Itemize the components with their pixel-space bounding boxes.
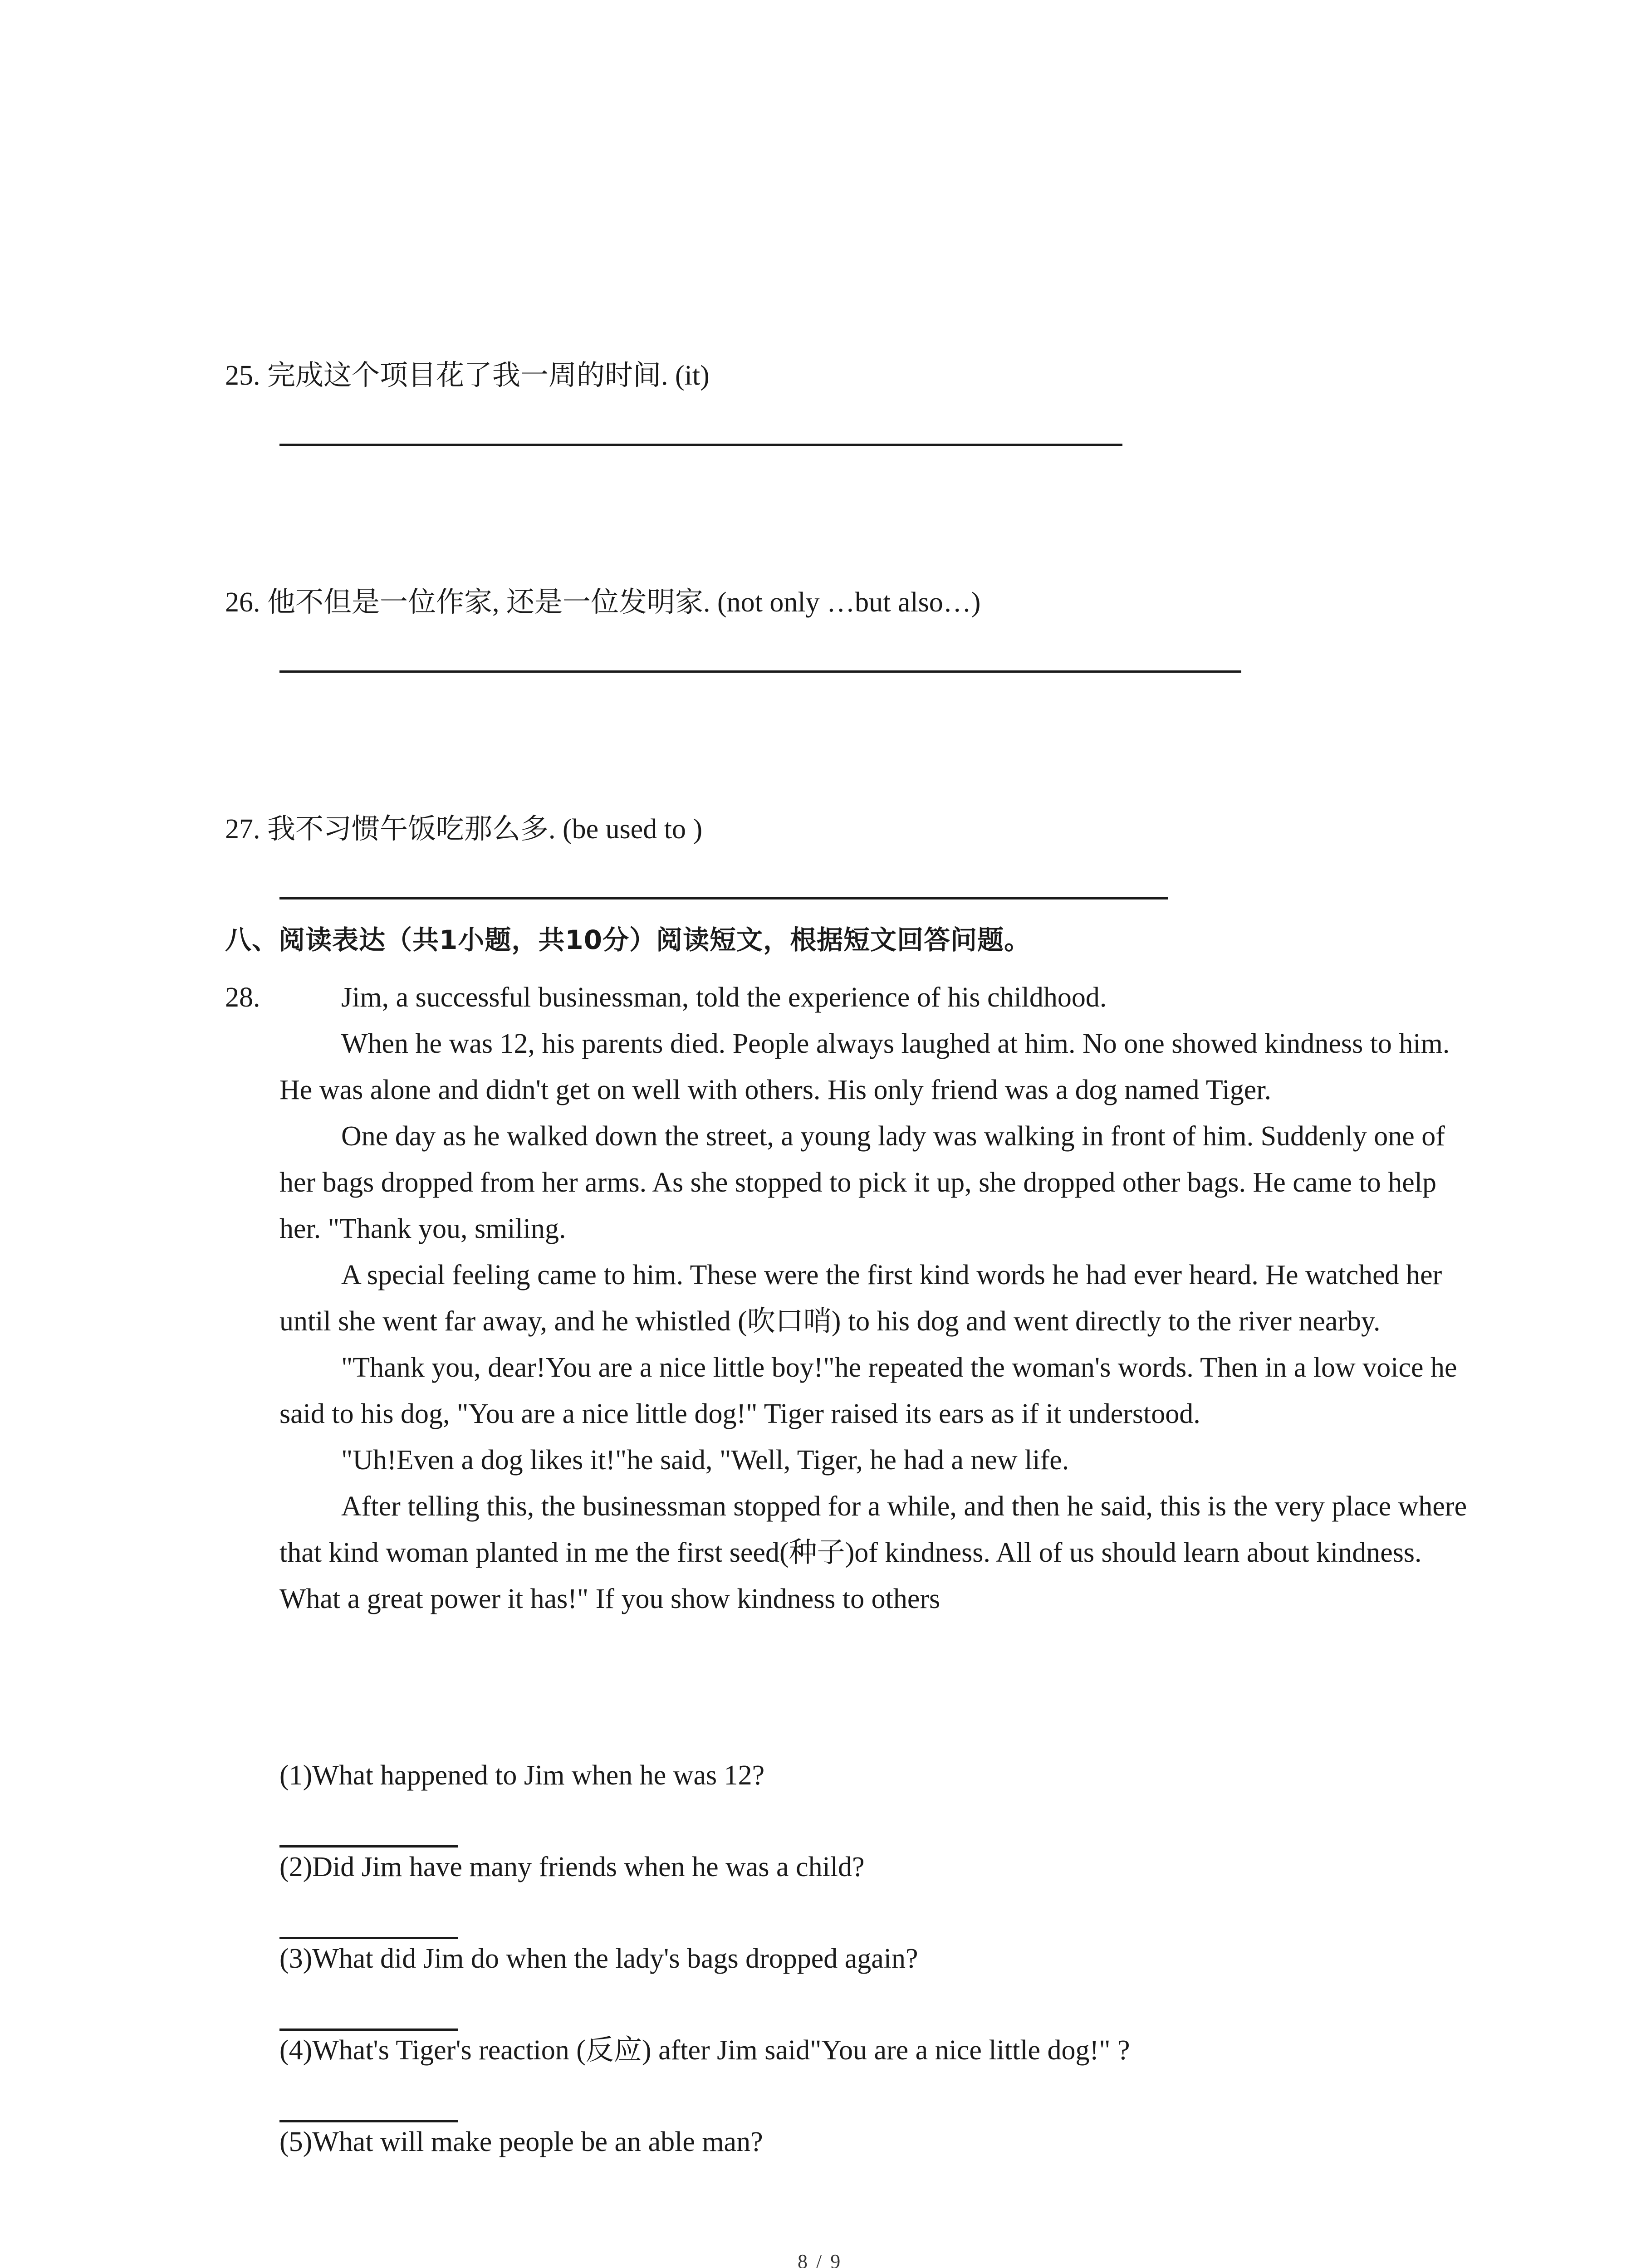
reading-passage [279, 974, 1468, 1622]
passage-paragraph: When he was 12, his parents died. People always laughed at him. No one showed kindness to him. He was alone and didn't get on well with others. His only friend was a dog named Tiger. [279, 1028, 1450, 1105]
section-title: 八、阅读表达（共1小题，共10分）阅读短文，根据短文回答问题。 [225, 924, 1031, 955]
sub-question-1: (1)What happened to Jim when he was 12? [279, 1760, 765, 1791]
passage-paragraph: Jim, a successful businessman, told the experience of his childhood. [341, 982, 1107, 1013]
answer-line-sub-4[interactable] [279, 2120, 458, 2122]
question-25: 25. 完成这个项目花了我一周的时间. (it) [225, 360, 710, 391]
question-28-number: 28. [225, 982, 260, 1013]
answer-line-26[interactable] [279, 670, 1241, 673]
answer-line-25[interactable] [279, 444, 1122, 446]
passage-paragraph: "Uh!Even a dog likes it!"he said, "Well, Tiger, he had a new life. [341, 1445, 1069, 1476]
sub-question-3: (3)What did Jim do when the lady's bags dropped again? [279, 1943, 918, 1974]
passage-paragraph: "Thank you, dear!You are a nice little boy!"he repeated the woman's words. Then in a low voice he said to his dog, "You are a nice little dog!" Tiger raised its ears as if it understood. [279, 1352, 1457, 1429]
passage-paragraph: After telling this, the businessman stopped for a while, and then he said, this is the very place where that kind woman planted in me the first seed(种子)of kindness. All of us should learn about kindness. What a great power it has!" If you show kindness to others [279, 1491, 1467, 1614]
sub-question-5: (5)What will make people be an able man? [279, 2126, 763, 2157]
page-number: 8 / 9 [798, 2250, 843, 2268]
sub-question-4: (4)What's Tiger's reaction (反应) after Jim said"You are a nice little dog!" ? [279, 2035, 1130, 2066]
question-26: 26. 他不但是一位作家, 还是一位发明家. (not only …but also…) [225, 587, 981, 618]
answer-line-sub-2[interactable] [279, 1937, 458, 1939]
answer-line-sub-1[interactable] [279, 1845, 458, 1848]
answer-line-27[interactable] [279, 897, 1168, 899]
sub-question-2: (2)Did Jim have many friends when he was a child? [279, 1852, 865, 1882]
passage-paragraph: A special feeling came to him. These were the first kind words he had ever heard. He watched her until she went far away, and he whistled (吹口哨) to his dog and went directly to the river nearby. [279, 1260, 1442, 1337]
passage-paragraph: One day as he walked down the street, a young lady was walking in front of him. Suddenly one of her bags dropped from her arms. As she stopped to pick it up, she dropped other bags. He came to help her. "Thank you, smiling. [279, 1121, 1445, 1244]
question-27: 27. 我不习惯午饭吃那么多. (be used to ) [225, 814, 703, 845]
answer-line-sub-3[interactable] [279, 2028, 458, 2031]
